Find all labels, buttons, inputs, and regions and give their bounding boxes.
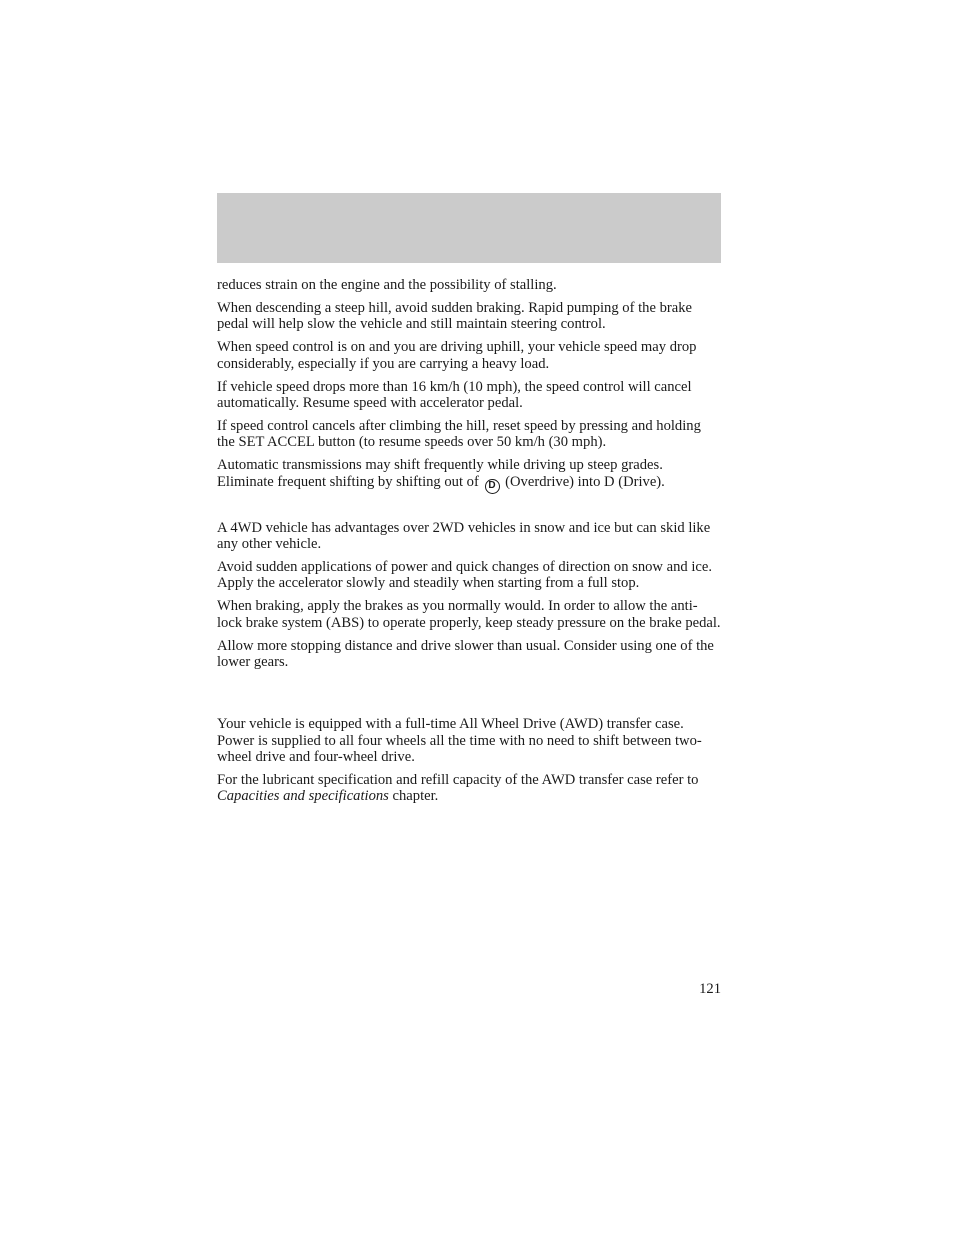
paragraph-reset-speed: If speed control cancels after climbing the hill, reset speed by pressing and holding the SET ACCEL button (to resume speeds over 50 km/h (30 mph). (217, 417, 701, 451)
paragraph-speed-drop: If vehicle speed drops more than 16 km/h (10 mph), the speed control will cancel automatically. Resume speed with accelerator pedal. (217, 378, 692, 411)
paragraph-avoid-sudden: Avoid sudden applications of power and quick changes of direction on snow and ice. Apply the accelerator slowly and steadily when starting from a full stop. (217, 558, 712, 592)
paragraph-stalling: reduces strain on the engine and the possibility of stalling. (217, 277, 557, 293)
page-body (217, 277, 721, 811)
paragraph-text: chapter. (392, 788, 439, 805)
chapter-reference: Capacities and specifications (217, 788, 389, 805)
paragraph-lubricant (217, 772, 721, 805)
section-header-band (217, 193, 721, 263)
paragraph-braking: When braking, apply the brakes as you normally would. In order to allow the anti-lock brake system (ABS) to operate properly, keep steady pressure on the brake pedal. (217, 598, 721, 631)
paragraph-4wd-advantages: A 4WD vehicle has advantages over 2WD vehicles in snow and ice but can skid like any other vehicle. (217, 519, 711, 552)
paragraph-descending-hill: When descending a steep hill, avoid sudden braking. Rapid pumping of the brake pedal will help slow the vehicle and still maintain steering control. (217, 299, 692, 333)
paragraph-awd-transfer-case: Your vehicle is equipped with a full-time All Wheel Drive (AWD) transfer case. Power is supplied to all four wheels all the time with no need to shift between two-wheel drive and four-wheel drive. (217, 716, 702, 766)
paragraph-text: For the lubricant specification and refill capacity of the AWD transfer case refer to (217, 772, 699, 789)
page-number: 121 (699, 981, 721, 997)
paragraph-text: (Overdrive) into D (Drive). (505, 473, 665, 490)
overdrive-icon: D (485, 479, 500, 494)
paragraph-automatic-transmissions (217, 457, 721, 493)
paragraph-speed-control-uphill: When speed control is on and you are driving uphill, your vehicle speed may drop considerably, especially if you are carrying a heavy load. (217, 339, 697, 372)
paragraph-stopping-distance: Allow more stopping distance and drive slower than usual. Consider using one of the lower gears. (217, 637, 714, 670)
paragraph-text: Automatic transmissions may shift frequently while driving up steep grades. Eliminate frequent shifting by shifting out of (217, 457, 663, 490)
